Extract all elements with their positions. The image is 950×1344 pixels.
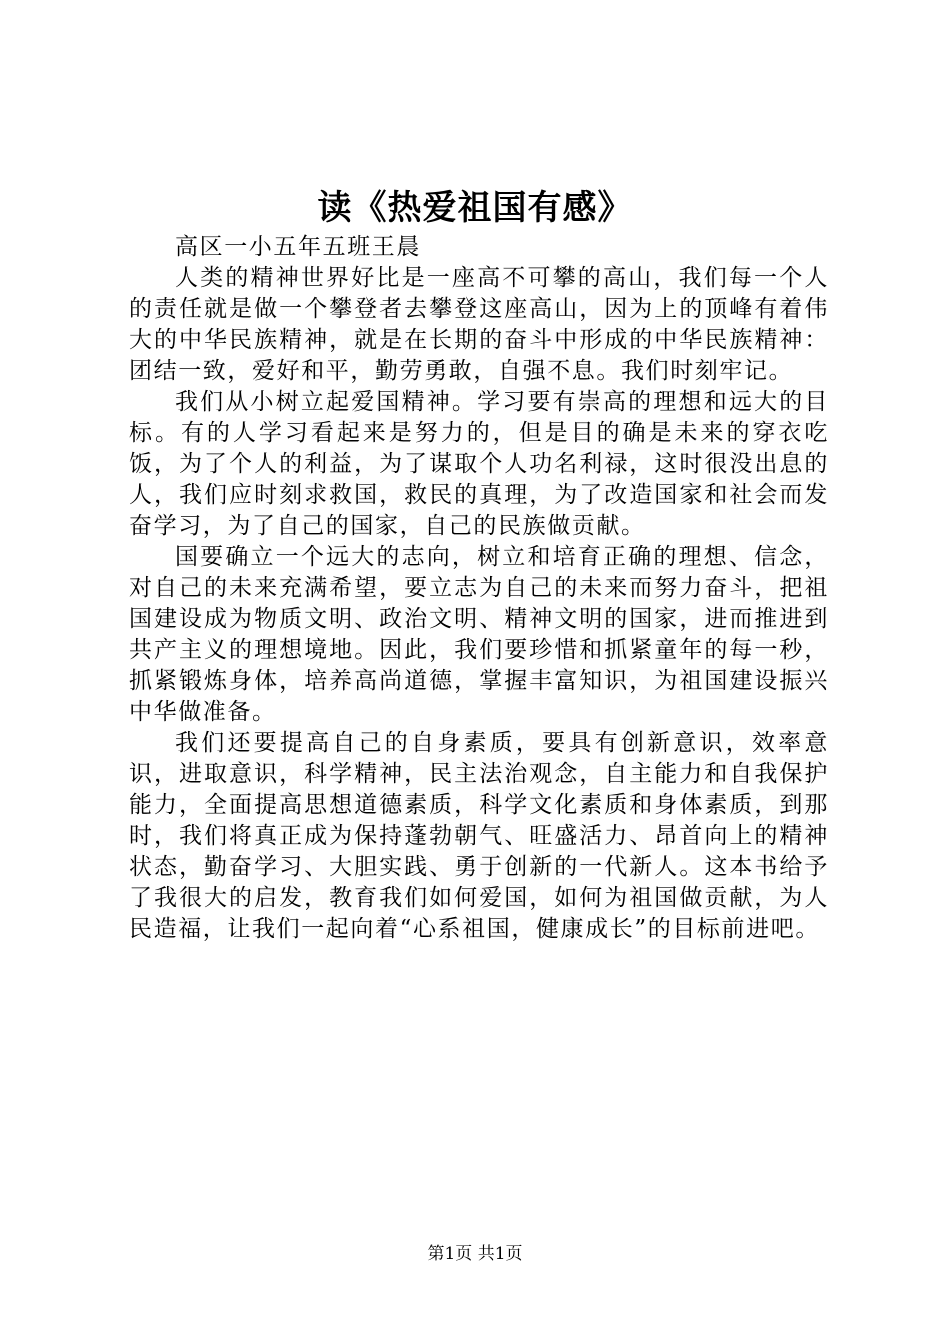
document-title: 读《热爱祖国有感》 [317,188,633,228]
page-footer: 第1页 共1页 [427,1244,523,1264]
document-body [129,232,829,945]
paragraph-1: 人类的精神世界好比是一座高不可攀的高山，我们每一个人的责任就是做一个攀登者去攀登这座高山，因为上的顶峰有着伟大的中华民族精神，就是在长期的奋斗中形成的中华民族精神：团结一致，爱好和平，勤劳勇敢，自强不息。我们时刻牢记。 [129,265,829,384]
paragraph-4: 我们还要提高自己的自身素质，要具有创新意识，效率意识，进取意识，科学精神，民主法治观念，自主能力和自我保护能力，全面提高思想道德素质，科学文化素质和身体素质，到那时，我们将真正成为保持蓬勃朝气、旺盛活力、昂首向上的精神状态，勤奋学习、大胆实践、勇于创新的一代新人。这本书给予了我很大的启发，教育我们如何爱国，如何为祖国做贡献，为人民造福，让我们一起向着“心系祖国，健康成长”的目标前进吧。 [129,730,829,942]
paragraph-3: 国要确立一个远大的志向，树立和培育正确的理想、信念，对自己的未来充满希望，要立志为自己的未来而努力奋斗，把祖国建设成为物质文明、政治文明、精神文明的国家，进而推进到共产主义的理想境地。因此，我们要珍惜和抓紧童年的每一秒，抓紧锻炼身体，培养高尚道德，掌握丰富知识，为祖国建设振兴中华做准备。 [129,544,829,725]
author-line: 高区一小五年五班王晨 [175,234,421,260]
paragraph-2: 我们从小树立起爱国精神。学习要有崇高的理想和远大的目标。有的人学习看起来是努力的，但是目的确是未来的穿衣吃饭，为了个人的利益，为了谋取个人功名利禄，这时很没出息的人，我们应时刻求救国，救民的真理，为了改造国家和社会而发奋学习，为了自己的国家，自己的民族做贡献。 [129,389,829,539]
